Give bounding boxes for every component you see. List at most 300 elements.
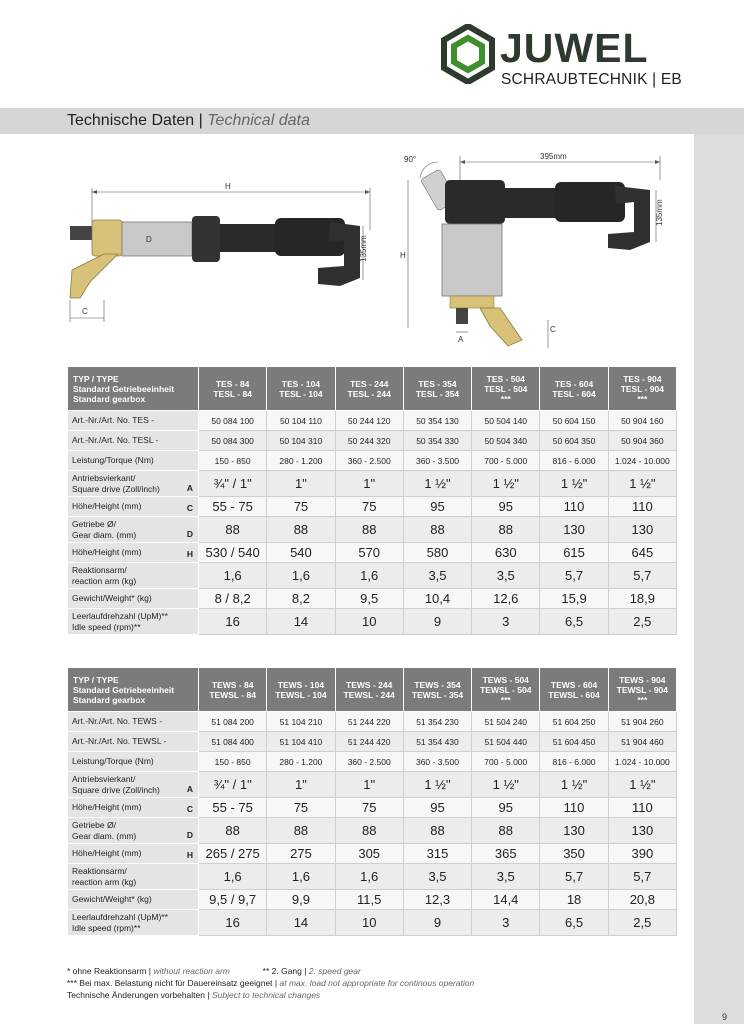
table-cell: 6,5 (540, 910, 608, 936)
model-name-line: TES - 244 (350, 378, 389, 389)
table-row (68, 451, 677, 471)
table-row (68, 563, 677, 589)
model-name-line: TEWSL - 104 (275, 689, 327, 700)
row-label-cell (68, 589, 199, 609)
footnote-row-3: Technische Änderungen vorbehalten | Subject to technical changes (67, 990, 321, 1000)
table-row (68, 910, 677, 936)
row-label-cell (68, 517, 199, 543)
technical-drawings (60, 150, 680, 360)
footnote-gear: ** 2. Gang (262, 966, 302, 976)
row-label-line: reaction arm (kg) (72, 575, 137, 586)
row-label-line: Reaktionsarm/ (72, 565, 127, 575)
table-cell: ¾" / 1" (199, 471, 267, 497)
row-label-line: Leerlaufdrehzahl (UpM)** (72, 912, 168, 922)
table-cell: 280 - 1.200 (267, 752, 335, 772)
table-cell: 816 - 6.000 (540, 451, 608, 471)
side-strip (694, 134, 744, 1024)
table-cell: 51 354 230 (403, 712, 471, 732)
dimension-symbol: C (186, 803, 193, 814)
table-cell: 580 (403, 543, 471, 563)
table-cell: 1 ½" (540, 471, 608, 497)
table-cell: 16 (199, 609, 267, 635)
model-name-line: TESL - 354 (415, 388, 460, 399)
row-label-line: Art.-Nr./Art. No. TES - (72, 415, 155, 426)
table-row (68, 732, 677, 752)
model-name-line: TESL - 604 (552, 388, 596, 399)
table-cell: 50 504 340 (472, 431, 540, 451)
table-cell: 11,5 (335, 890, 403, 910)
type-header-cell (68, 668, 199, 712)
model-name-line: TEWS - 604 (550, 679, 598, 690)
title-german: Technische Daten (67, 112, 195, 129)
model-header-cell (540, 367, 608, 411)
row-label-cell (68, 798, 199, 818)
table-cell: 14 (267, 910, 335, 936)
table-cell: 3,5 (403, 864, 471, 890)
model-name-line: TES - 354 (418, 378, 457, 389)
table-cell: 95 (472, 798, 540, 818)
table-row (68, 844, 677, 864)
front-view-drawing (400, 152, 664, 348)
row-label-line: Getriebe Ø/ (72, 519, 116, 529)
row-label-line: Art.-Nr./Art. No. TEWS - (72, 716, 163, 727)
model-name-line: TEWS - 244 (346, 679, 393, 690)
table-cell: 88 (403, 517, 471, 543)
model-name-line: *** (637, 694, 648, 705)
table-cell: 265 / 275 (199, 844, 267, 864)
table-cell: 95 (403, 798, 471, 818)
footnote-changes-en: Subject to technical changes (211, 990, 321, 1000)
spec-table-tes (67, 366, 677, 635)
model-name-line: TEWSL - 244 (343, 689, 395, 700)
table-cell: 1,6 (267, 864, 335, 890)
dimension-symbol: H (186, 548, 193, 559)
row-label-line: Höhe/Height (mm) (72, 501, 142, 512)
row-label-line: Art.-Nr./Art. No. TEWSL - (72, 736, 167, 747)
table-cell: 530 / 540 (199, 543, 267, 563)
model-header-cell (472, 367, 540, 411)
row-label-line: Gear diam. (mm) (72, 830, 137, 841)
row-label-cell (68, 864, 199, 890)
table-row (68, 471, 677, 497)
table-cell: 88 (267, 517, 335, 543)
model-name-line: TEWS - 504 (482, 674, 529, 685)
table-cell: 305 (335, 844, 403, 864)
type-header-line: TYP / TYPE (73, 674, 119, 685)
table-cell: 88 (403, 818, 471, 844)
spec-table-tews (67, 667, 677, 936)
model-name-line: TES - 84 (215, 378, 250, 389)
table-cell: 75 (267, 497, 335, 517)
table-cell: 95 (403, 497, 471, 517)
table-cell: 2,5 (608, 609, 676, 635)
table-cell: 700 - 5.000 (472, 752, 540, 772)
table-cell: 9 (403, 910, 471, 936)
table-cell: 51 604 450 (540, 732, 608, 752)
model-header-cell (199, 668, 267, 712)
table-row (68, 772, 677, 798)
row-label-cell (68, 712, 199, 732)
row-label-cell (68, 890, 199, 910)
row-label-cell (68, 411, 199, 431)
table-cell: 16 (199, 910, 267, 936)
table-cell: 615 (540, 543, 608, 563)
section-title-band (0, 108, 744, 134)
model-header-cell (608, 367, 676, 411)
table-cell: 1 ½" (403, 772, 471, 798)
table-cell: 360 - 2.500 (335, 451, 403, 471)
row-label-cell (68, 844, 199, 864)
table-cell: 50 244 320 (335, 431, 403, 451)
table-cell: 51 604 250 (540, 712, 608, 732)
row-label-line: reaction arm (kg) (72, 876, 137, 887)
table-cell: 51 084 200 (199, 712, 267, 732)
table-cell: 10 (335, 609, 403, 635)
table-cell: 3,5 (472, 563, 540, 589)
table-cell: 1" (335, 471, 403, 497)
table-cell: 1 ½" (472, 772, 540, 798)
row-label-cell (68, 543, 199, 563)
table-cell: 75 (335, 798, 403, 818)
row-label-line: Reaktionsarm/ (72, 866, 127, 876)
table-cell: 1.024 - 10.000 (608, 451, 676, 471)
table-cell: 88 (335, 517, 403, 543)
model-name-line: TEWS - 354 (414, 679, 461, 690)
table-cell: 645 (608, 543, 676, 563)
table-cell: 1,6 (335, 864, 403, 890)
dimension-symbol: H (186, 849, 193, 860)
front-dim-A: A (458, 335, 464, 344)
model-header-cell (403, 367, 471, 411)
table-cell: 95 (472, 497, 540, 517)
model-name-line: TEWSL - 504 (480, 684, 532, 695)
table-cell: 88 (472, 818, 540, 844)
type-header-line: Standard gearbox (73, 694, 146, 705)
footnote-gear-en: 2. speed gear (308, 966, 361, 976)
model-header-cell (335, 668, 403, 712)
model-name-line: TEWSL - 354 (411, 689, 464, 700)
table-cell: 51 904 460 (608, 732, 676, 752)
table-cell: 360 - 2.500 (335, 752, 403, 772)
row-label-cell (68, 752, 199, 772)
model-name-line: TEWSL - 84 (209, 689, 256, 700)
table-cell: 9,9 (267, 890, 335, 910)
table-cell: 6,5 (540, 609, 608, 635)
row-label-line: Höhe/Height (mm) (72, 848, 142, 859)
table-cell: 51 244 220 (335, 712, 403, 732)
title-english: Technical data (207, 112, 310, 129)
table-row (68, 497, 677, 517)
table-header-row (68, 367, 677, 411)
row-label-line: Gewicht/Weight* (kg) (72, 894, 152, 905)
table-cell: 50 904 360 (608, 431, 676, 451)
table-cell: 1 ½" (403, 471, 471, 497)
type-header-line: Standard Getriebeeinheit (73, 383, 175, 394)
dimension-symbol: C (186, 502, 193, 513)
row-label-cell (68, 732, 199, 752)
model-name-line: *** (637, 393, 648, 404)
front-dim-height: 135mm (655, 199, 664, 226)
table-cell: 50 104 310 (267, 431, 335, 451)
table-cell: 50 904 160 (608, 411, 676, 431)
table-cell: 1 ½" (472, 471, 540, 497)
row-label-cell (68, 772, 199, 798)
model-name-line: TES - 504 (486, 373, 525, 384)
table-cell: 50 354 130 (403, 411, 471, 431)
table-cell: 8 / 8,2 (199, 589, 267, 609)
table-cell: 390 (608, 844, 676, 864)
table-cell: 88 (267, 818, 335, 844)
row-label-line: Höhe/Height (mm) (72, 802, 142, 813)
row-label-line: Getriebe Ø/ (72, 820, 116, 830)
table-row (68, 752, 677, 772)
row-label-line: Leerlaufdrehzahl (UpM)** (72, 611, 168, 621)
table-row (68, 864, 677, 890)
table-cell: 50 104 110 (267, 411, 335, 431)
model-name-line: TEWS - 84 (211, 679, 254, 690)
table-cell: 75 (267, 798, 335, 818)
model-name-line: TEWSL - 904 (616, 684, 668, 695)
table-row (68, 517, 677, 543)
table-cell: 1,6 (335, 563, 403, 589)
table-cell: 18 (540, 890, 608, 910)
table-cell: 51 504 240 (472, 712, 540, 732)
model-header-cell (540, 668, 608, 712)
table-cell: 1,6 (199, 864, 267, 890)
row-label-line: Antriebsvierkant/ (72, 774, 136, 784)
table-cell: 2,5 (608, 910, 676, 936)
table-cell: 18,9 (608, 589, 676, 609)
row-label-cell (68, 471, 199, 497)
table-row (68, 818, 677, 844)
table-cell: 350 (540, 844, 608, 864)
page-number: 9 (722, 1012, 728, 1022)
table-cell: 10 (335, 910, 403, 936)
table-cell: 365 (472, 844, 540, 864)
table-cell: 51 904 260 (608, 712, 676, 732)
model-name-line: TESL - 104 (279, 388, 323, 399)
table-cell: 110 (608, 497, 676, 517)
table-row (68, 411, 677, 431)
table-cell: 88 (335, 818, 403, 844)
table-cell: 14 (267, 609, 335, 635)
table-cell: 50 604 150 (540, 411, 608, 431)
table-cell: 3 (472, 609, 540, 635)
model-header-cell (199, 367, 267, 411)
table-cell: 1 ½" (540, 772, 608, 798)
footnote-row-2: *** Bei max. Belastung nicht für Dauereinsatz geeignet | at max. load not appropriate for continous operation (67, 978, 475, 988)
table-cell: 50 084 300 (199, 431, 267, 451)
front-dim-H: H (400, 251, 406, 260)
type-header-line: Standard gearbox (73, 393, 146, 404)
table-cell: 1,6 (199, 563, 267, 589)
table-cell: 51 104 210 (267, 712, 335, 732)
side-dim-D: D (146, 235, 152, 244)
model-name-line: TESL - 904 (620, 383, 664, 394)
row-label-line: Art.-Nr./Art. No. TESL - (72, 435, 159, 446)
table-cell: 1 ½" (608, 772, 676, 798)
table-cell: 5,7 (540, 563, 608, 589)
footnote-weight-en: without reaction arm (153, 966, 230, 976)
table-cell: 3 (472, 910, 540, 936)
table-cell: 51 244 420 (335, 732, 403, 752)
table-cell: 9,5 (335, 589, 403, 609)
table-cell: 51 084 400 (199, 732, 267, 752)
table-row (68, 589, 677, 609)
table-row (68, 712, 677, 732)
table-cell: 88 (199, 517, 267, 543)
row-label-cell (68, 818, 199, 844)
row-label-line: Square drive (Zoll/inch) (72, 784, 160, 795)
table-cell: 15,9 (540, 589, 608, 609)
row-label-cell (68, 497, 199, 517)
table-cell: 88 (199, 818, 267, 844)
table-cell: 51 354 430 (403, 732, 471, 752)
table-cell: 130 (608, 818, 676, 844)
footnotes (67, 965, 474, 1001)
row-label-line: Höhe/Height (mm) (72, 547, 142, 558)
table-cell: 130 (608, 517, 676, 543)
model-header-cell (608, 668, 676, 712)
row-label-cell (68, 910, 199, 936)
row-label-line: Gear diam. (mm) (72, 529, 137, 540)
dimension-symbol: A (186, 482, 193, 493)
table-cell: 700 - 5.000 (472, 451, 540, 471)
table-cell: 55 - 75 (199, 497, 267, 517)
side-dim-H: H (225, 182, 231, 191)
side-dim-C: C (82, 307, 88, 316)
table-cell: 110 (540, 497, 608, 517)
front-dim-C: C (550, 325, 556, 334)
footnote-changes: Technische Änderungen vorbehalten (67, 990, 205, 1000)
model-name-line: *** (500, 694, 511, 705)
row-label-cell (68, 451, 199, 471)
front-dim-width: 395mm (540, 152, 567, 161)
table-cell: 630 (472, 543, 540, 563)
table-cell: 1 ½" (608, 471, 676, 497)
table-cell: 5,7 (608, 563, 676, 589)
brand-logo (440, 24, 730, 94)
table-cell: 50 504 140 (472, 411, 540, 431)
table-row (68, 431, 677, 451)
row-label-cell (68, 609, 199, 635)
row-label-line: Gewicht/Weight* (kg) (72, 593, 152, 604)
side-view-drawing (70, 182, 370, 322)
model-name-line: TES - 104 (281, 378, 321, 389)
model-header-cell (472, 668, 540, 712)
model-header-cell (267, 668, 335, 712)
page-title (67, 112, 310, 130)
model-name-line: TES - 604 (554, 378, 594, 389)
table-row (68, 609, 677, 635)
table-cell: 12,6 (472, 589, 540, 609)
table-cell: 3,5 (403, 563, 471, 589)
title-separator: | (198, 112, 203, 129)
model-header-cell (335, 367, 403, 411)
model-name-line: TEWS - 904 (619, 674, 666, 685)
table-cell: 14,4 (472, 890, 540, 910)
table-cell: 1" (335, 772, 403, 798)
table-row (68, 798, 677, 818)
row-label-line: Leistung/Torque (Nm) (72, 756, 154, 767)
row-label-line: Leistung/Torque (Nm) (72, 455, 154, 466)
footnote-load-en: at max. load not appropriate for continous operation (279, 978, 475, 988)
model-header-cell (267, 367, 335, 411)
footnote-weight: * ohne Reaktionsarm (67, 966, 147, 976)
table-cell: 50 604 350 (540, 431, 608, 451)
row-label-cell (68, 431, 199, 451)
row-label-line: Square drive (Zoll/inch) (72, 483, 160, 494)
row-label-cell (68, 563, 199, 589)
dimension-symbol: A (186, 783, 193, 794)
table-row (68, 543, 677, 563)
table-cell: 816 - 6.000 (540, 752, 608, 772)
type-header-line: TYP / TYPE (73, 373, 119, 384)
side-dim-height: 135mm (359, 235, 368, 262)
table-header-row (68, 668, 677, 712)
table-cell: 50 084 100 (199, 411, 267, 431)
table-cell: 150 - 850 (199, 752, 267, 772)
table-cell: 51 504 440 (472, 732, 540, 752)
table-cell: 75 (335, 497, 403, 517)
table-cell: 1" (267, 471, 335, 497)
table-cell: 3,5 (472, 864, 540, 890)
table-cell: 1,6 (267, 563, 335, 589)
table-cell: 130 (540, 517, 608, 543)
table-cell: 51 104 410 (267, 732, 335, 752)
model-header-cell (403, 668, 471, 712)
table-row (68, 890, 677, 910)
front-dim-angle: 90° (404, 155, 417, 164)
table-cell: 315 (403, 844, 471, 864)
table-cell: 540 (267, 543, 335, 563)
table-cell: 360 - 3.500 (403, 451, 471, 471)
row-label-line: Antriebsvierkant/ (72, 473, 136, 483)
dimension-symbol: D (186, 829, 193, 840)
table-cell: 275 (267, 844, 335, 864)
footnote-load: *** Bei max. Belastung nicht für Dauereinsatz geeignet (67, 978, 273, 988)
table-cell: 5,7 (540, 864, 608, 890)
table-cell: 50 244 120 (335, 411, 403, 431)
table-cell: 10,4 (403, 589, 471, 609)
table-cell: 280 - 1.200 (267, 451, 335, 471)
table-cell: 570 (335, 543, 403, 563)
type-header-cell (68, 367, 199, 411)
row-label-line: Idle speed (rpm)** (72, 922, 141, 933)
dimension-symbol: D (186, 528, 193, 539)
brand-name: JUWEL (500, 25, 649, 71)
table-cell: 110 (540, 798, 608, 818)
table-cell: ¾" / 1" (199, 772, 267, 798)
table-cell: 110 (608, 798, 676, 818)
row-label-line: Idle speed (rpm)** (72, 621, 141, 632)
model-name-line: TESL - 84 (213, 388, 252, 399)
hex-nut-logo-icon (440, 24, 496, 84)
table-cell: 88 (472, 517, 540, 543)
table-cell: 5,7 (608, 864, 676, 890)
model-name-line: TES - 904 (623, 373, 662, 384)
footnote-row-1: * ohne Reaktionsarm | without reaction arm ** 2. Gang | 2. speed gear (67, 966, 361, 976)
model-name-line: TEWSL - 604 (548, 689, 600, 700)
model-name-line: TESL - 504 (484, 383, 528, 394)
type-header-line: Standard Getriebeeinheit (73, 684, 175, 695)
table-cell: 130 (540, 818, 608, 844)
model-name-line: TEWS - 104 (277, 679, 325, 690)
table-cell: 9 (403, 609, 471, 635)
table-cell: 1.024 - 10.000 (608, 752, 676, 772)
table-cell: 55 - 75 (199, 798, 267, 818)
table-cell: 150 - 850 (199, 451, 267, 471)
